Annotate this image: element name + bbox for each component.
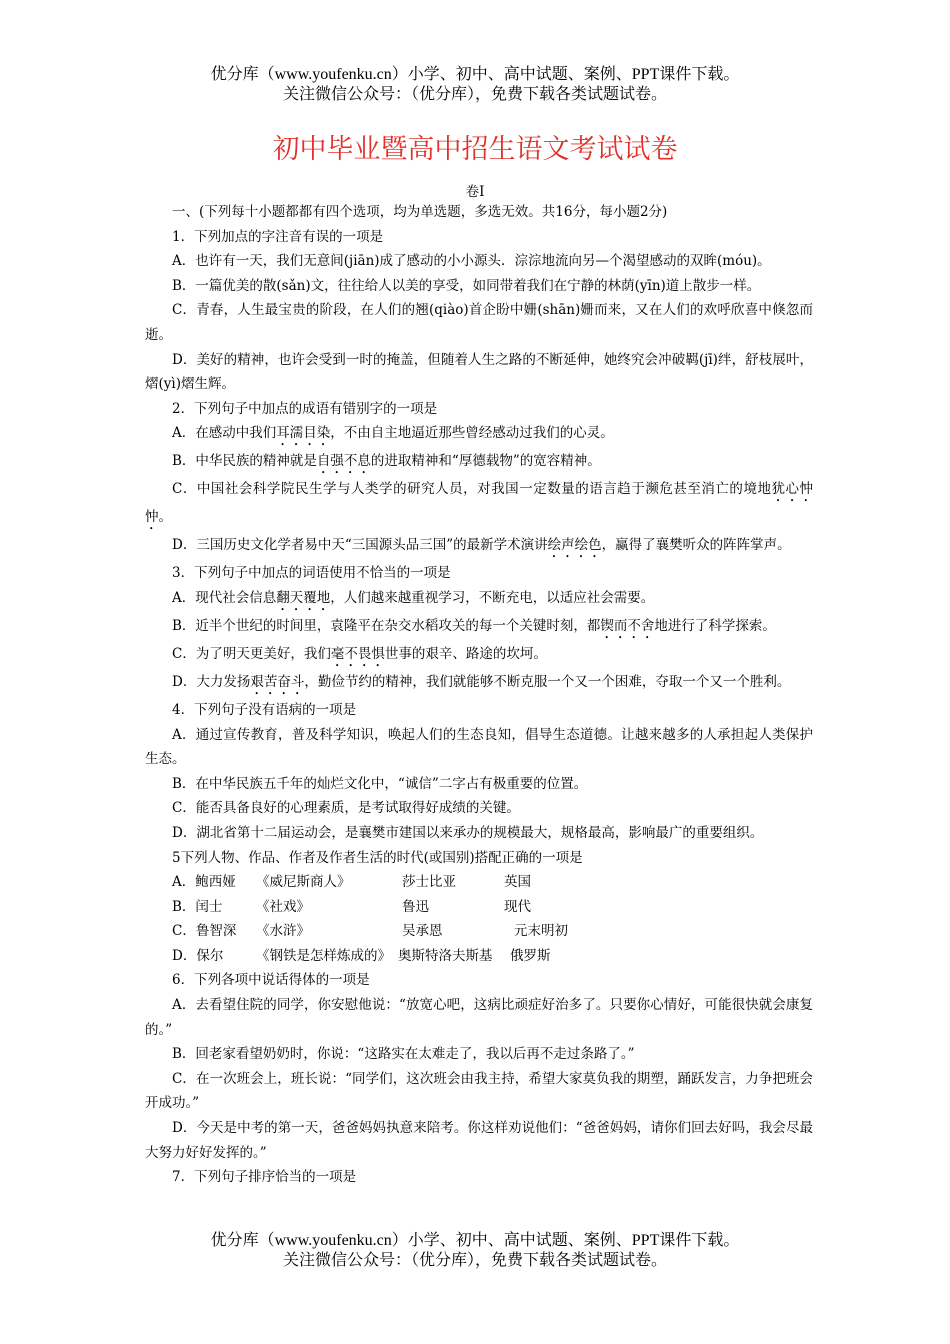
q4-stem: 4．下列句子没有语病的一项是 xyxy=(172,701,357,718)
q1-stem: 1．下列加点的字注音有误的一项是 xyxy=(172,228,384,245)
q6-stem: 6．下列各项中说话得体的一项是 xyxy=(172,972,370,989)
q1-option-a: A．也许有一天，我们无意间(jiān)成了感动的小小源头．淙淙地流向另—个渴望感动的双眸(móu)。 xyxy=(172,253,771,270)
q3-d-dotted-word: 艰苦奋斗 xyxy=(250,673,305,690)
q5-character: C．鲁智深 xyxy=(172,923,237,940)
q5-stem: 5下列人物、作品、作者及作者生活的时代(或国别)搭配正确的一项是 xyxy=(172,849,583,866)
q2-d-text: D．三国历史文化学者易中天“三国源头品三国”的最新学术演讲 xyxy=(172,537,548,554)
section-heading: 一、(下列每十小题都都有四个选项，均为单选题，多选无效。共16分，每小题2分) xyxy=(172,204,668,220)
q1-option-d: D．美好的精神，也许会受到一时的掩盖，但随着人生之路的不断延伸，她终究会冲破羁(jī)绊，舒枝展叶，熠(yì)熠生辉。 xyxy=(145,351,813,393)
header-line-1: 优分库（www.youfenku.cn）小学、初中、高中试题、案例、PPT课件下载。 xyxy=(210,66,740,83)
footer-line-2: 关注微信公众号：（优分库），免费下载各类试题试卷。 xyxy=(282,1252,667,1269)
q3-b-text: B．近半个世纪的时间里，袁隆平在杂交水稻攻关的每一个关键时刻，都 xyxy=(172,617,601,634)
q3-c-text: C．为了明天更美好，我们 xyxy=(172,645,331,662)
q3-option-a xyxy=(145,586,813,614)
q5-author: 吴承恩 xyxy=(402,923,443,940)
q2-b-dotted-idiom: 自强不息 xyxy=(316,453,371,470)
q2-b-text: B．中华民族的精神就是 xyxy=(172,453,317,470)
q5-option-row xyxy=(145,919,813,944)
q5-work: 《钢铁是怎样炼成的》 xyxy=(256,947,391,964)
q3-a-dotted-word: 翻天覆地 xyxy=(276,589,331,606)
q5-author: 奥斯特洛夫斯基 xyxy=(398,947,493,964)
q3-a-text-end: ，人们越来越重视学习，不断充电，以适应社会需要。 xyxy=(330,589,655,606)
q3-b-text-end: 地进行了科学探索。 xyxy=(654,617,776,634)
q1-option-c: C．青春，人生最宝贵的阶段，在人们的翘(qiào)首企盼中姗(shān)姗而来，又在人们的欢呼欣喜中倏忽而逝。 xyxy=(145,302,813,343)
q5-option-row xyxy=(145,870,813,895)
exam-content xyxy=(145,200,813,1190)
q3-d-text: D．大力发扬 xyxy=(172,673,251,690)
q5-work: 《社戏》 xyxy=(256,898,310,915)
q5-author: 莎士比亚 xyxy=(402,874,456,891)
q4-option-c: C．能否具备良好的心理素质，是考试取得好成绩的关键。 xyxy=(172,800,520,817)
q3-option-d xyxy=(145,670,813,698)
q6-option-b: B．回老家看望奶奶时，你说：“这路实在太难走了，我以后再不走过条路了。” xyxy=(172,1046,635,1063)
q5-work: 《威尼斯商人》 xyxy=(256,874,351,891)
q2-option-a xyxy=(145,421,813,449)
q5-option-row xyxy=(145,944,813,969)
q5-era: 元末明初 xyxy=(514,923,568,940)
q5-option-row xyxy=(145,895,813,920)
q2-c-text: C．中国社会科学院民生学与人类学的研究人员，对我国一定数量的语言趋于濒危甚至消亡的境地 xyxy=(172,481,772,498)
volume-label: 卷I xyxy=(465,184,485,200)
q5-character: B．闰士 xyxy=(172,898,223,915)
q3-b-dotted-word: 锲而不舍 xyxy=(600,617,655,634)
q4-option-b: B．在中华民族五千年的灿烂文化中，“诚信”二字占有极重要的位置。 xyxy=(172,775,588,792)
q3-c-dotted-word: 毫不畏惧 xyxy=(330,645,385,662)
q2-c-text-end: 。 xyxy=(158,509,172,526)
q5-era: 现代 xyxy=(504,898,531,915)
q2-a-text: A．在感动中我们 xyxy=(172,425,277,442)
q6-option-c: C．在一次班会上，班长说：“同学们，这次班会由我主持，希望大家莫负我的期塑，踊跃发言，力争把班会开成功。” xyxy=(145,1070,813,1112)
q3-d-text-end: ，勤俭节约的精神，我们就能够不断克服一个又一个困难，夺取一个又一个胜利。 xyxy=(304,673,791,690)
q2-d-dotted-idiom: 绘声绘色 xyxy=(547,537,602,554)
footer-line-1: 优分库（www.youfenku.cn）小学、初中、高中试题、案例、PPT课件下载。 xyxy=(210,1232,740,1249)
q2-b-text-end: 的进取精神和“厚德载物”的宽容精神。 xyxy=(370,453,601,470)
q1-option-b: B．一篇优美的散(sǎn)文，往往给人以美的享受，如同带着我们在宁静的林荫(yīn)道上散步一样。 xyxy=(172,277,761,294)
q2-option-b xyxy=(145,449,813,477)
q5-work: 《水浒》 xyxy=(256,923,310,940)
q2-a-text-end: ，不由自主地逼近那些曾经感动过我们的心灵。 xyxy=(330,425,614,442)
q7-stem: 7．下列句子排序恰当的一项是 xyxy=(172,1169,357,1186)
q3-a-text: A．现代社会信息 xyxy=(172,589,277,606)
q5-era: 俄罗斯 xyxy=(510,947,551,964)
q2-a-dotted-idiom: 耳濡目染 xyxy=(276,425,331,442)
q5-era: 英国 xyxy=(504,874,531,891)
q2-option-c xyxy=(145,477,813,533)
header-line-2: 关注微信公众号：（优分库），免费下载各类试题试卷。 xyxy=(282,86,667,103)
q6-option-a: A．去看望住院的同学，你安慰他说：“放宽心吧，这病比顽症好治多了。只要你心情好，可能很快就会康复的。” xyxy=(145,997,813,1038)
q6-option-d: D．今天是中考的第一天，爸爸妈妈执意来陪考。你这样劝说他们：“爸爸妈妈，请你们回去好吗，我会尽最大努力好好发挥的。” xyxy=(145,1120,813,1161)
q3-stem: 3．下列句子中加点的词语使用不恰当的一项是 xyxy=(172,565,451,582)
page-title: 初中毕业暨高中招生语文考试试卷 xyxy=(272,134,678,165)
q2-stem: 2．下列句子中加点的成语有错别字的一项是 xyxy=(172,400,438,417)
q4-option-d: D．湖北省第十二届运动会，是襄樊市建国以来承办的规模最大，规格最高，影响最广的重要组织。 xyxy=(172,824,764,841)
q5-author: 鲁迅 xyxy=(402,898,429,915)
q2-option-d xyxy=(145,533,813,561)
q2-d-text-end: ，赢得了襄樊听众的阵阵掌声。 xyxy=(601,537,791,554)
q5-character: D．保尔 xyxy=(172,947,224,964)
q3-c-text-end: 世事的艰辛、路途的坎坷。 xyxy=(384,645,547,662)
q3-option-b xyxy=(145,614,813,642)
q2-c-dotted-idiom: 犹心忡忡 xyxy=(145,481,814,526)
q5-character: A．鲍西娅 xyxy=(172,874,236,891)
q3-option-c xyxy=(145,642,813,670)
q4-option-a: A．通过宣传教育，普及科学知识，唤起人们的生态良知，倡导生态道德。让越来越多的人承担起人类保护生态。 xyxy=(145,726,813,768)
